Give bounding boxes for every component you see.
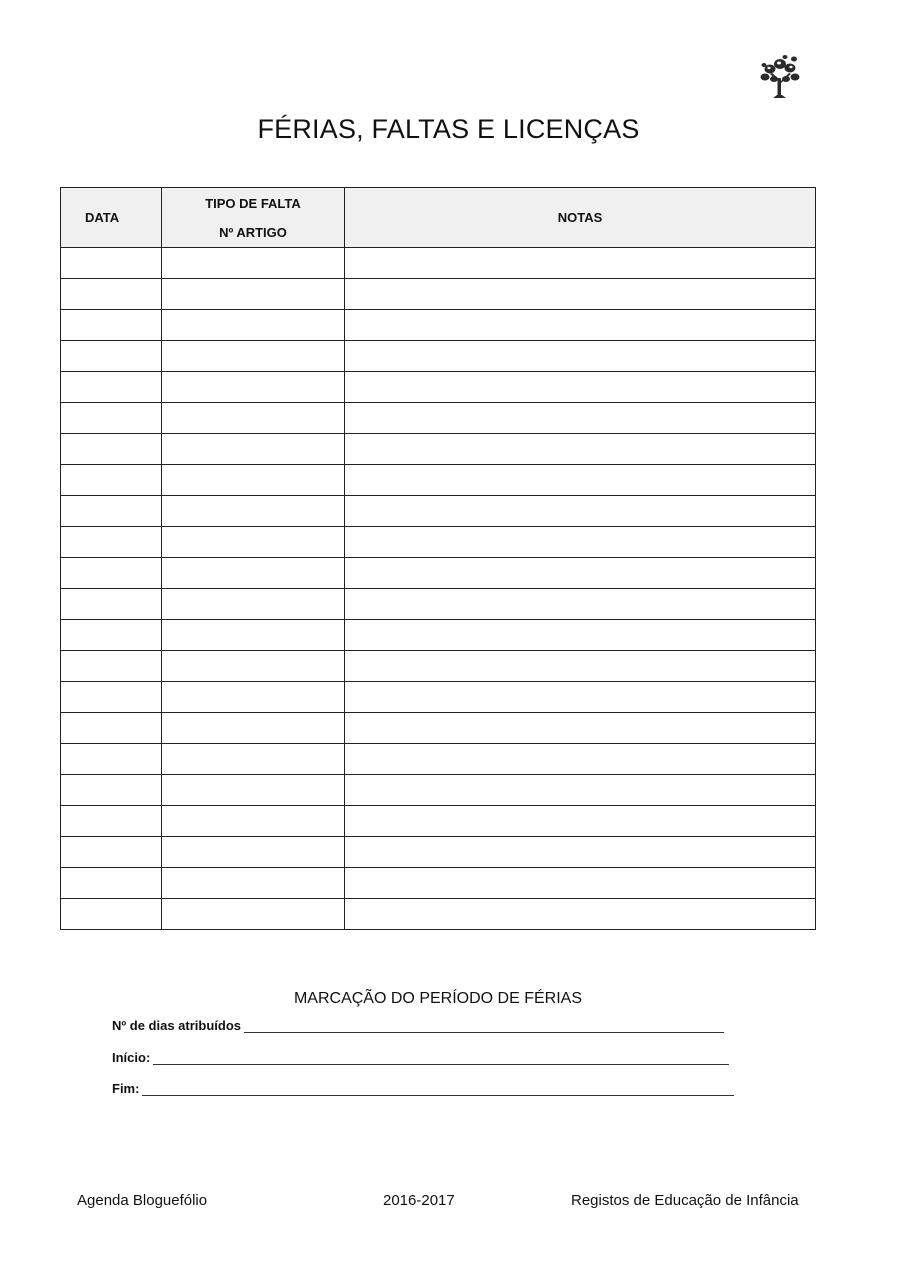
data-cell[interactable] <box>61 434 162 465</box>
tipo-cell[interactable] <box>162 341 345 372</box>
table-row <box>61 279 816 310</box>
data-cell[interactable] <box>61 527 162 558</box>
column-header-data: DATA <box>61 188 162 248</box>
table-row <box>61 527 816 558</box>
tipo-cell[interactable] <box>162 775 345 806</box>
notas-cell[interactable] <box>345 868 816 899</box>
table-row <box>61 806 816 837</box>
end-label: Fim: <box>112 1081 140 1096</box>
days-fill-line[interactable] <box>244 1020 724 1033</box>
column-header-notas: NOTAS <box>345 188 816 248</box>
tipo-cell[interactable] <box>162 744 345 775</box>
table-row <box>61 341 816 372</box>
tipo-cell[interactable] <box>162 713 345 744</box>
table-row <box>61 403 816 434</box>
notas-cell[interactable] <box>345 899 816 930</box>
tipo-cell[interactable] <box>162 899 345 930</box>
tipo-cell[interactable] <box>162 279 345 310</box>
page-title: FÉRIAS, FALTAS E LICENÇAS <box>257 114 640 144</box>
data-cell[interactable] <box>61 248 162 279</box>
start-label: Início: <box>112 1050 151 1065</box>
data-cell[interactable] <box>61 341 162 372</box>
notas-cell[interactable] <box>345 620 816 651</box>
data-cell[interactable] <box>61 744 162 775</box>
table-row <box>61 620 816 651</box>
tipo-cell[interactable] <box>162 651 345 682</box>
data-cell[interactable] <box>61 279 162 310</box>
table-row <box>61 372 816 403</box>
notas-cell[interactable] <box>345 341 816 372</box>
notas-cell[interactable] <box>345 496 816 527</box>
notas-cell[interactable] <box>345 248 816 279</box>
notas-cell[interactable] <box>345 775 816 806</box>
tipo-cell[interactable] <box>162 434 345 465</box>
table-row <box>61 558 816 589</box>
notas-cell[interactable] <box>345 372 816 403</box>
tipo-cell[interactable] <box>162 589 345 620</box>
table-row <box>61 682 816 713</box>
column-header-tipo <box>162 188 345 248</box>
tipo-cell[interactable] <box>162 310 345 341</box>
table-row <box>61 868 816 899</box>
notas-cell[interactable] <box>345 434 816 465</box>
data-cell[interactable] <box>61 837 162 868</box>
notas-cell[interactable] <box>345 310 816 341</box>
notas-cell[interactable] <box>345 403 816 434</box>
tipo-cell[interactable] <box>162 620 345 651</box>
tree-icon <box>758 52 802 102</box>
column-header-artigo-label: Nº ARTIGO <box>219 224 287 240</box>
start-fill-line[interactable] <box>153 1052 729 1065</box>
absence-table <box>60 187 816 930</box>
vacation-section-title: MARCAÇÃO DO PERÍODO DE FÉRIAS <box>293 990 583 1007</box>
data-cell[interactable] <box>61 372 162 403</box>
notas-cell[interactable] <box>345 837 816 868</box>
footer-left: Agenda Bloguefólio <box>77 1192 208 1209</box>
notas-cell[interactable] <box>345 527 816 558</box>
table-row <box>61 496 816 527</box>
notas-cell[interactable] <box>345 806 816 837</box>
days-label: Nº de dias atribuídos <box>112 1018 241 1033</box>
notas-cell[interactable] <box>345 651 816 682</box>
tipo-cell[interactable] <box>162 868 345 899</box>
tipo-cell[interactable] <box>162 527 345 558</box>
tipo-cell[interactable] <box>162 403 345 434</box>
table-row <box>61 310 816 341</box>
data-cell[interactable] <box>61 806 162 837</box>
data-cell[interactable] <box>61 775 162 806</box>
table-body <box>61 248 816 930</box>
data-cell[interactable] <box>61 496 162 527</box>
data-cell[interactable] <box>61 651 162 682</box>
data-cell[interactable] <box>61 589 162 620</box>
notas-cell[interactable] <box>345 682 816 713</box>
footer-right: Registos de Educação de Infância <box>571 1192 799 1209</box>
data-cell[interactable] <box>61 899 162 930</box>
notas-cell[interactable] <box>345 279 816 310</box>
table-row <box>61 465 816 496</box>
notas-cell[interactable] <box>345 744 816 775</box>
notas-cell[interactable] <box>345 713 816 744</box>
table-header-row <box>61 188 816 248</box>
notas-cell[interactable] <box>345 465 816 496</box>
data-cell[interactable] <box>61 403 162 434</box>
end-fill-line[interactable] <box>142 1083 734 1096</box>
tipo-cell[interactable] <box>162 372 345 403</box>
tipo-cell[interactable] <box>162 248 345 279</box>
tipo-cell[interactable] <box>162 806 345 837</box>
end-field[interactable] <box>112 1081 734 1096</box>
tipo-cell[interactable] <box>162 837 345 868</box>
table-row <box>61 434 816 465</box>
data-cell[interactable] <box>61 620 162 651</box>
table-row <box>61 589 816 620</box>
days-field[interactable] <box>112 1018 724 1033</box>
column-header-tipo-label: TIPO DE FALTA <box>205 195 301 211</box>
data-cell[interactable] <box>61 868 162 899</box>
notas-cell[interactable] <box>345 589 816 620</box>
tipo-cell[interactable] <box>162 465 345 496</box>
start-field[interactable] <box>112 1050 729 1065</box>
table-row <box>61 651 816 682</box>
table-row <box>61 899 816 930</box>
tipo-cell[interactable] <box>162 682 345 713</box>
data-cell[interactable] <box>61 558 162 589</box>
table-row <box>61 837 816 868</box>
data-cell[interactable] <box>61 310 162 341</box>
table-row <box>61 744 816 775</box>
data-cell[interactable] <box>61 465 162 496</box>
notas-cell[interactable] <box>345 558 816 589</box>
tipo-cell[interactable] <box>162 496 345 527</box>
table-row <box>61 713 816 744</box>
tipo-cell[interactable] <box>162 558 345 589</box>
table-row <box>61 248 816 279</box>
data-cell[interactable] <box>61 713 162 744</box>
data-cell[interactable] <box>61 682 162 713</box>
table-row <box>61 775 816 806</box>
footer-center: 2016-2017 <box>383 1192 455 1209</box>
